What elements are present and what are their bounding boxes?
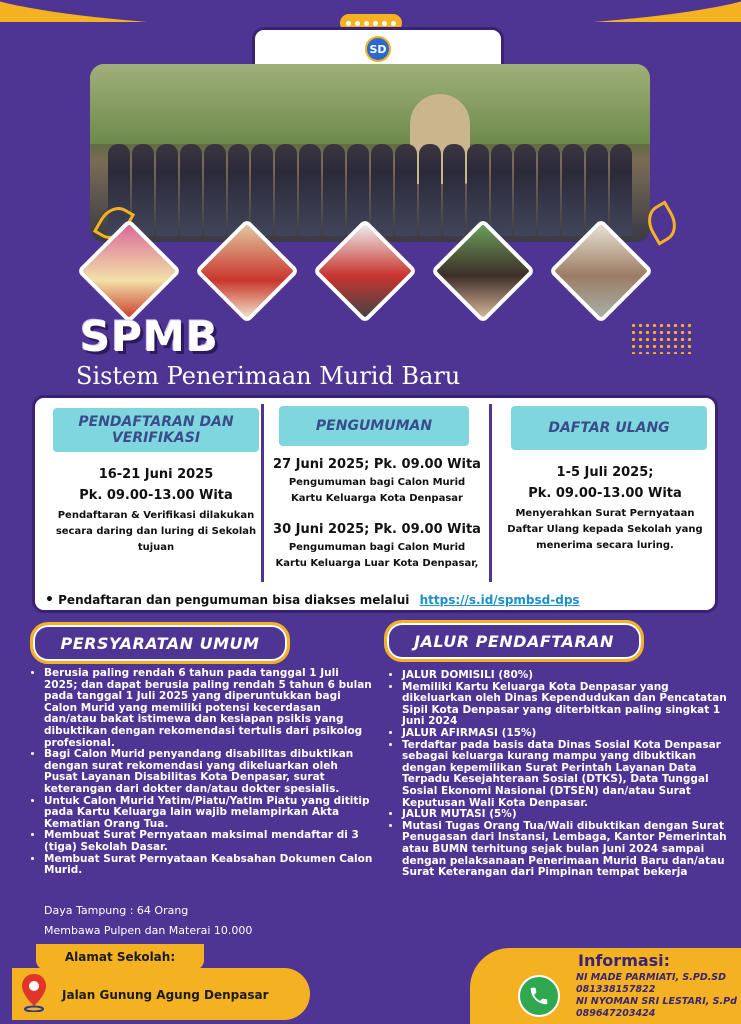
list-item: • Membuat Surat Pernyataan Keabsahan Dokumen Calon Murid. bbox=[44, 854, 374, 877]
access-info: • Pendaftaran dan pengumuman bisa diakses melalui https://s.id/spmbsd-dps bbox=[45, 592, 580, 608]
school-logo-icon: SD bbox=[365, 36, 391, 62]
list-item: • Berusia paling rendah 6 tahun pada tanggal 1 Juli 2025; dan dapat berusia paling rendah 5 tahun 6 bulan pada tanggal 1 Juli 2025 yang diperuntukkan bagi Calon Murid yang memiliki potensi kecerdasan dan/atau bakat istimewa dan kesiapan psikis yang dibuktikan dengan rekomendasi tertulis dari psikolog profesional. bbox=[44, 668, 374, 749]
bring-text: Membawa Pulpen dan Materai 10.000 bbox=[44, 924, 253, 937]
reregistration-time: Pk. 09.00-13.00 Wita bbox=[528, 486, 682, 501]
reregistration-heading: DAFTAR ULANG bbox=[511, 406, 707, 450]
reregistration-date: 1-5 Juli 2025; bbox=[556, 465, 654, 480]
list-item: • Bagi Calon Murid penyandang disabilitas dibuktikan dengan surat rekomendasi yang dikeluarkan oleh Pusat Layanan Disabilitas Kota Denpasar, surat keterangan dari dokter dan/atau dokter spesialis. bbox=[44, 749, 374, 795]
contact-heading: Informasi: bbox=[578, 951, 671, 970]
announcement-heading: PENGUMUMAN bbox=[279, 406, 469, 446]
list-item: • Terdaftar pada basis data Dinas Sosial Kota Denpasar sebagai keluarga kurang mampu yang dibuktikan dengan kepemilikan Surat Perintah Layanan Data Terpadu Kesejahteraan Sosial (DTKS), Data Tunggal Sosial Ekonomi Nasional (DTSEN) dan/atau Surat Keputusan Wali Kota Denpasar. bbox=[402, 740, 741, 810]
page-title: SPMB bbox=[80, 312, 219, 361]
page-subtitle: Sistem Penerimaan Murid Baru bbox=[76, 362, 461, 390]
list-item: • JALUR DOMISILI (80%) bbox=[402, 670, 741, 682]
registration-link[interactable]: https://s.id/spmbsd-dps bbox=[419, 593, 580, 607]
capacity-text: Daya Tampung : 64 Orang bbox=[44, 904, 189, 917]
announcement-column bbox=[267, 398, 487, 572]
pathways-list bbox=[388, 670, 741, 879]
phone-icon[interactable] bbox=[518, 975, 560, 1017]
registration-date: 16-21 Juni 2025 bbox=[98, 467, 214, 482]
requirements-list bbox=[30, 668, 374, 877]
decorative-dots bbox=[630, 322, 692, 354]
requirements-heading: PERSYARATAN UMUM bbox=[30, 622, 290, 664]
list-item: • JALUR AFIRMASI (15%) bbox=[402, 728, 741, 740]
contact-phone-1: 081338157822 bbox=[576, 984, 656, 995]
registration-heading: PENDAFTARAN DAN VERIFIKASI bbox=[53, 408, 259, 452]
group-photo bbox=[90, 64, 650, 242]
announcement-second-note: Pengumuman bagi Calon Murid Kartu Keluarga Luar Kota Denpasar, bbox=[275, 542, 479, 569]
contact-name-1: NI MADE PARMIATI, S.PD.SD bbox=[576, 972, 727, 983]
address-label: Alamat Sekolah: bbox=[36, 944, 204, 970]
contact-phone-2: 089647203424 bbox=[576, 1008, 656, 1019]
list-item: • Mutasi Tugas Orang Tua/Wali dibuktikan dengan Surat Penugasan dari Instansi, Lembaga, Kantor Pemerintah atau BUMN terhitung sejak bulan Juni 2024 sampai dengan pelaksanaan Penerimaan Murid Baru dan/atau Surat Keterangan dari Pimpinan tempat bekerja bbox=[402, 821, 741, 879]
access-text: Pendaftaran dan pengumuman bisa diakses melalui bbox=[58, 593, 410, 607]
registration-column bbox=[45, 398, 267, 556]
list-item: • JALUR MUTASI (5%) bbox=[402, 809, 741, 821]
announcement-second-date: 30 Juni 2025; Pk. 09.00 Wita bbox=[273, 522, 481, 537]
reregistration-column bbox=[495, 398, 715, 554]
announcement-first-date: 27 Juni 2025; Pk. 09.00 Wita bbox=[273, 457, 481, 472]
reregistration-note: Menyerahkan Surat Pernyataan Daftar Ulang kepada Sekolah yang menerima secara luring. bbox=[507, 508, 703, 551]
list-item: • Untuk Calon Murid Yatim/Piatu/Yatim Piatu yang dititip pada Kartu Keluarga lain wajib melampirkan Akta Kematian Orang Tua. bbox=[44, 796, 374, 831]
location-pin-icon bbox=[20, 972, 48, 1012]
schedule-card bbox=[32, 395, 718, 613]
address-value: Jalan Gunung Agung Denpasar bbox=[62, 988, 269, 1002]
registration-note: Pendaftaran & Verifikasi dilakukan secara daring dan luring di Sekolah tujuan bbox=[55, 510, 257, 553]
list-item: • Membuat Surat Pernyataan maksimal mendaftar di 3 (tiga) Sekolah Dasar. bbox=[44, 830, 374, 853]
list-item: • Memiliki Kartu Keluarga Kota Denpasar yang dikeluarkan oleh Dinas Kependudukan dan Pencatatan Sipil Kota Denpasar yang diterbitkan paling singkat 1 Juni 2024 bbox=[402, 682, 741, 728]
pathways-heading: JALUR PENDAFTARAN bbox=[384, 620, 644, 662]
contact-name-2: NI NYOMAN SRI LESTARI, S.Pd bbox=[576, 996, 737, 1007]
registration-time: Pk. 09.00-13.00 Wita bbox=[79, 488, 233, 503]
announcement-first-note: Pengumuman bagi Calon Murid Kartu Keluarga Kota Denpasar bbox=[288, 477, 466, 504]
